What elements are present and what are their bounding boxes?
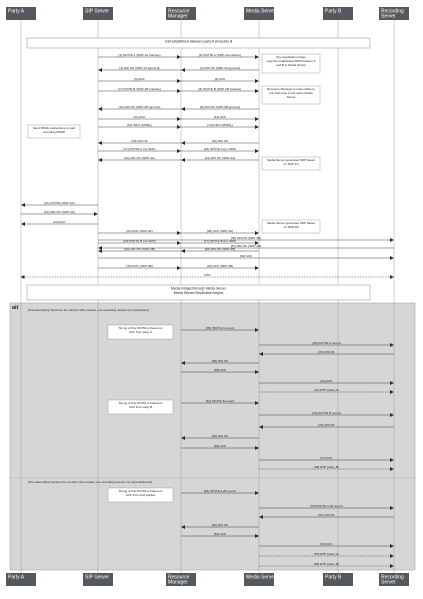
note-text: and B to Media Server [276,63,306,67]
participant-label: Recording [381,8,404,15]
banner-text: Media bridged through Media Server [170,286,227,291]
message-label: [50] INVITE A+B record [310,504,343,508]
banner-text: Call established between party A and party B [164,39,233,44]
participant-label: SIP Server [85,574,110,581]
message [181,115,259,119]
participant-top [323,7,353,20]
message [22,220,99,224]
note [108,325,173,339]
participant-bottom [166,573,196,586]
message [99,247,182,251]
note-text: Timing of this INVITE is based on [118,326,163,330]
message-label: [47] ACK [320,456,333,460]
banner-text: Media Stream Replication begins [173,291,224,295]
message-label: [45] 200 OK [211,434,229,438]
participant-label: Media Server [246,8,276,15]
message-label: [2] INVITE A (SDP-1A inactive) [198,53,242,57]
message-label: [31] 200 OK (SDP-4B) [230,244,262,248]
participant-label: Resource [168,8,190,15]
note-text: ACK from both parties [125,493,156,497]
note-text: join both legs to the same Media [269,91,313,95]
message-label: [1] INVITE A (SDP-1A inactive) [118,53,161,57]
message-label: [5] ACK [134,77,145,81]
message [99,105,182,109]
participant-bottom [6,573,36,586]
message [99,66,182,70]
note-text: Server [286,95,296,99]
participant-top [166,7,196,20]
message [21,210,98,214]
message-label: [33] ACK (SDP-4B) [126,264,153,268]
note-text: recording MSRP [42,130,66,134]
note [262,157,320,170]
message-label: [3] 200 OK (SDP-2A ignored) [200,66,240,70]
message-label: RTP [204,273,211,277]
message-label: [37] 200 OK [318,350,335,354]
participant-top [83,7,113,20]
note-text: on SDP-1B [283,225,299,229]
message [98,115,181,119]
participant-top [6,7,36,20]
message-label: [17] INVITE A (no SDP) [123,147,156,151]
message-label: [43] INVITE B record [312,411,341,415]
note-text: Pre-negotiation phase [276,55,306,59]
note-text: on SDP-1A [283,162,299,166]
message [98,229,181,233]
message-label: [28] 200 OK (SDP-3B) [204,247,236,251]
alt-guard-condition: [Two Recording Sessions for vendors who require one recording session per participant] [28,308,149,312]
message-label: [22] 200 OK (SDP-3A) [44,210,75,214]
message [98,264,181,268]
message-label: [14] INFO (MSML) [207,123,233,127]
message-label: [39] ACK [213,368,227,372]
message-label: [23] ACK [53,220,66,224]
message-label: [8] INVITE B (SDP-1B inactive) [198,87,242,91]
message-label: [18] INVITE A (no SDP) [203,147,237,151]
participant-label: Media Server [246,574,276,581]
note-text: Timing of this INVITE is based on [118,489,163,493]
message-label: [11] ACK [133,115,146,119]
message [181,53,259,57]
message-label: [53] ACK [213,532,227,536]
message-label: [32] ACK [239,254,253,258]
message [182,66,260,70]
participant-label: Recording [381,574,404,581]
participant-label: Party B [325,8,342,15]
message [98,77,181,81]
message-label: [30] INVITE (SDP-3B) [230,236,262,240]
note-text: Timing of this INVITE is based on [118,401,163,405]
participant-bottom [379,573,409,586]
message [182,156,260,160]
participant-label: Manager [168,579,188,586]
message-label: [19] 200 OK (SDP-3A) [204,156,236,160]
message [98,147,181,151]
participant-top [244,7,276,20]
participant-bottom [244,573,276,586]
participant-label: Party B [325,574,342,581]
message-label: [49] INVITE A+B record [203,489,237,493]
participant-label: SIP Server [85,8,110,15]
note-text: Resource Manager is responsible to [266,87,316,91]
message-label: [36] INVITE A record [312,341,341,345]
participant-label: Party A [8,8,25,15]
message-label: [25] ACK (SDP-4A) [206,229,234,233]
message [99,139,182,143]
message-label: [10] 200 OK (SDP-2B ignored) [118,105,161,109]
message [182,139,260,143]
message-label: [7] INVITE B (SDP-1B inactive) [118,87,161,91]
message [98,239,181,243]
message-label: [20] 200 OK (SDP-3A) [124,156,155,160]
message [22,201,99,205]
alt-guard-condition: [One Recording Session for vendors who require one recording session for all participants] [28,480,152,484]
message [98,254,394,258]
note [28,125,80,138]
note [262,54,320,73]
message-label: [56] RTP (party B) [314,562,339,566]
message-label: [16] 200 OK [131,139,148,143]
message-label: [48] RTP (party B) [314,465,339,469]
message-label: [41] RTP (party A) [314,388,339,392]
call-state-banner [27,38,370,48]
message-label: [4] 200 OK (SDP-2A ignored) [119,66,160,70]
note [262,220,320,233]
message [98,87,181,91]
alt-fragment-label: alt [12,305,19,311]
note-text: ACK from party A [128,330,153,334]
message [99,156,182,160]
message-label: [34] ACK (SDP-4B) [206,264,234,268]
message-label: [13] INFO (MSML) [126,123,153,127]
message-label: [42] INVITE B record [205,399,235,403]
message-label: [26] INVITE B (no SDP) [123,239,156,243]
message [181,87,259,91]
participant-label: Resource [168,574,190,581]
message [181,264,259,268]
note [108,488,173,502]
message-label: [52] 200 OK [211,523,229,527]
note-text: Media Server generates SDP based [267,158,315,162]
message [181,123,259,127]
call-state-banner [27,285,370,300]
message-label: [46] ACK [213,444,227,448]
message-label: [44] 200 OK [318,423,335,427]
message-label: [35] INVITE A record [205,326,235,330]
message [181,77,259,81]
message [182,105,260,109]
note-text: ACK from party B [128,405,153,409]
message-label: [54] ACK [320,542,333,546]
message-label: [6] ACK [214,77,226,81]
message [98,53,181,57]
message-label: [55] RTP (party A) [314,552,339,556]
participant-bottom [83,573,113,586]
note [262,86,320,104]
message-label: [38] 200 OK [211,359,229,363]
participant-label: Server [381,579,396,586]
message [98,123,181,127]
participant-label: Party A [8,574,25,581]
participant-label: Manager [168,13,188,20]
note-text: copy the established SDP between A [266,59,316,63]
participant-top [379,7,409,20]
message-label: [21] INVITE (SDP-3A) [44,201,75,205]
message-label: [27] INVITE B (no SDP) [203,239,237,243]
message [181,147,259,151]
message [21,273,394,277]
message-label: [24] ACK (SDP-4A) [126,229,153,233]
message-label: [12] ACK [213,115,227,119]
note-text: Send MSML instructions to start [32,126,76,130]
message-label: [40] ACK [320,379,333,383]
message-label: [15] 200 OK [211,139,229,143]
participant-label: Server [381,13,396,20]
participant-bottom [323,573,353,586]
message [181,229,259,233]
note-text: Media Server generates SDP based [267,221,315,225]
message-label: [9] 200 OK (SDP-2B ignored) [199,105,241,109]
note [108,400,173,414]
message-label: [29] 200 OK (SDP-3B) [124,247,155,251]
message-label: [51] 200 OK [318,513,335,517]
